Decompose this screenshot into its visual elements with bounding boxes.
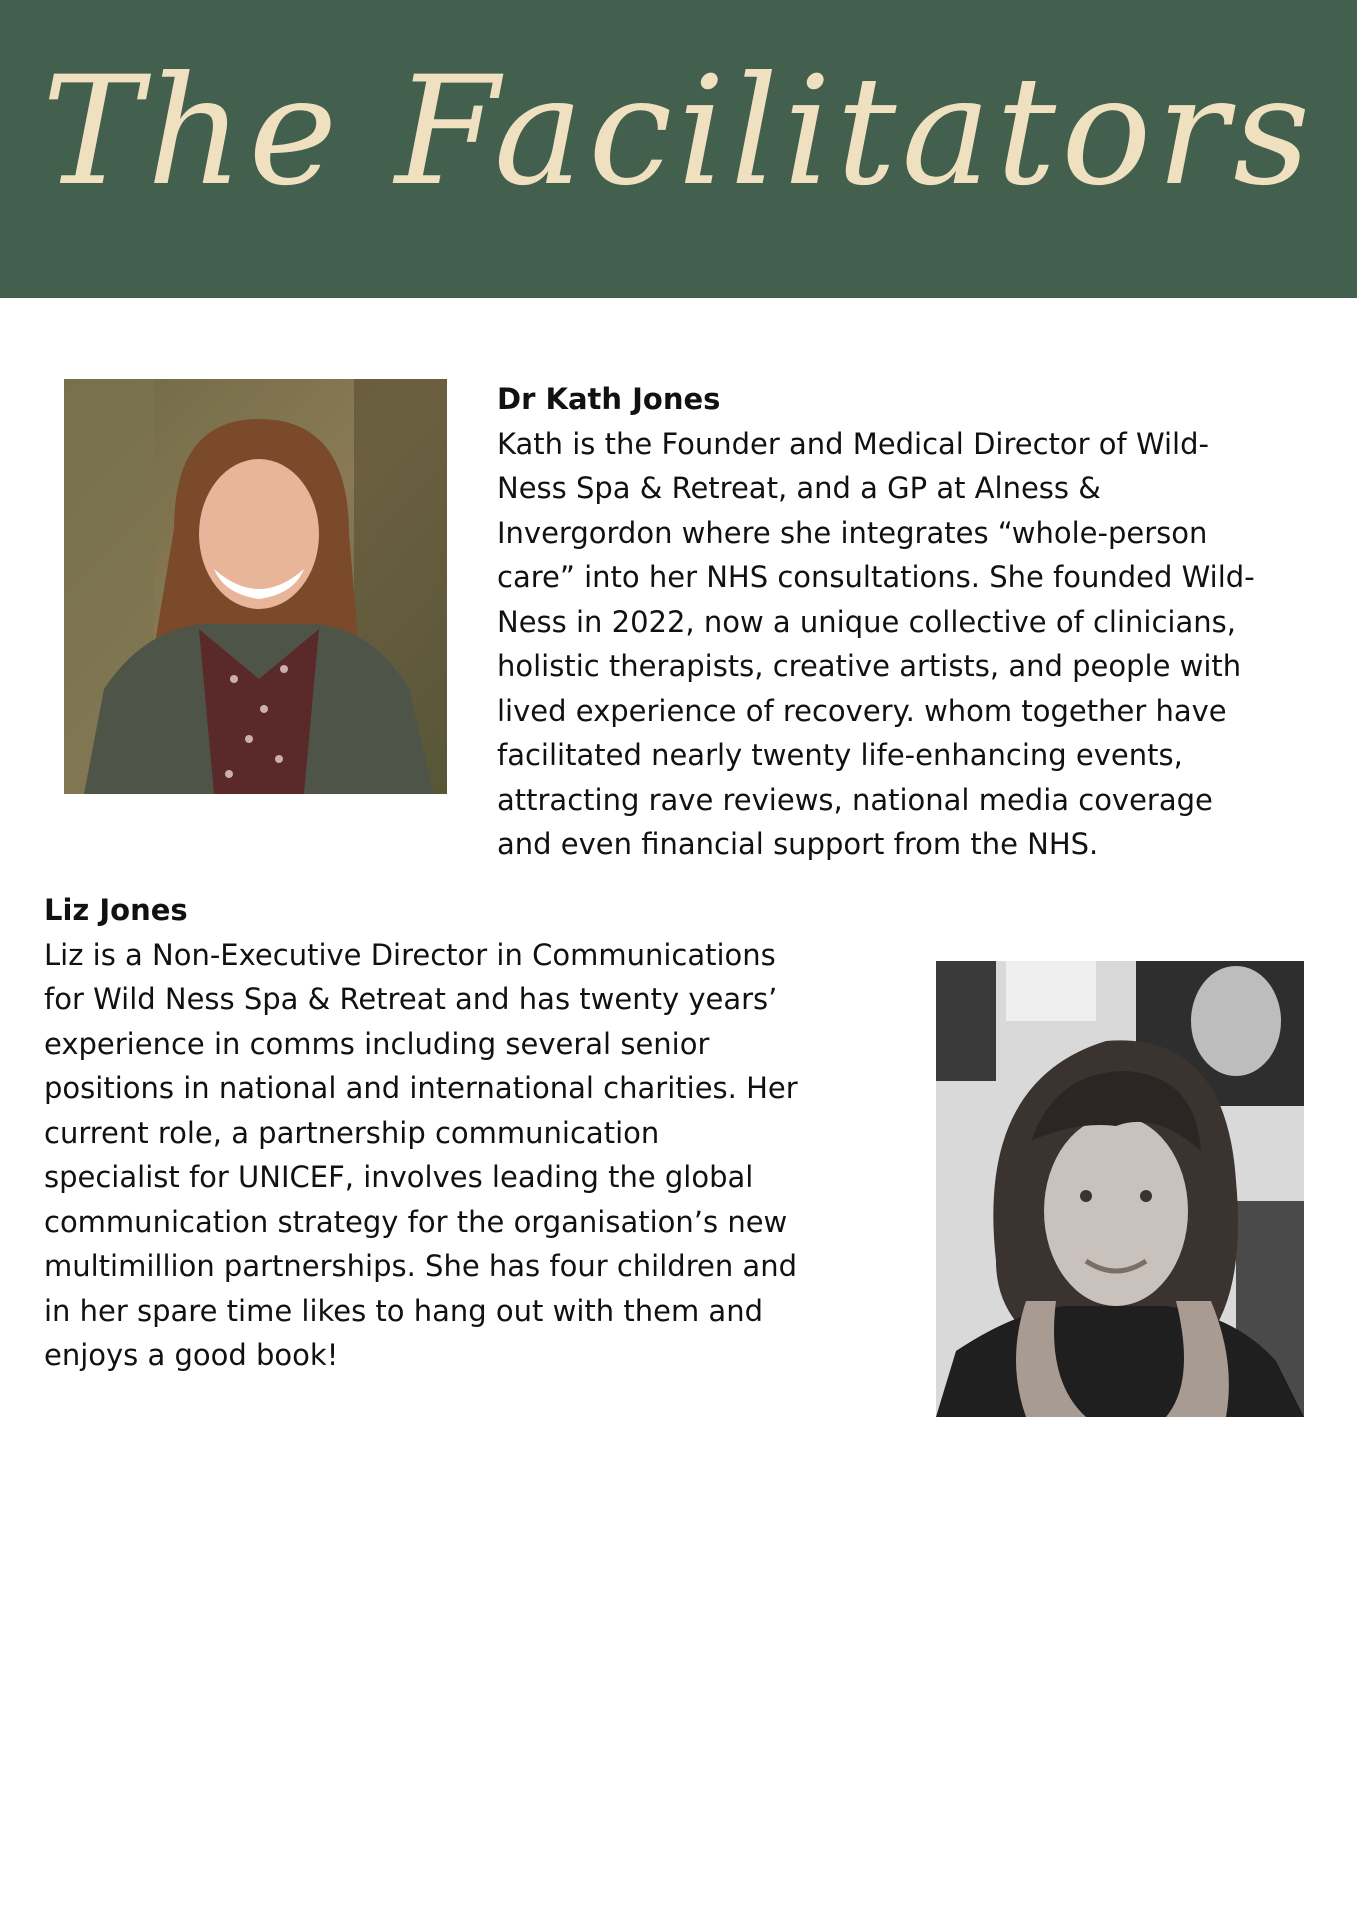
bio-line: and even financial support from the NHS.: [497, 827, 1099, 861]
bio-line: enjoys a good book!: [44, 1338, 339, 1372]
bio-line: facilitated nearly twenty life-enhancing events,: [497, 738, 1183, 772]
bio-line: multimillion partnerships. She has four children and: [44, 1249, 797, 1283]
bio-line: in her spare time likes to hang out with them and: [44, 1293, 763, 1328]
page-title: The Facilitators: [41, 45, 1316, 219]
bio-line: current role, a partnership communication: [44, 1115, 660, 1150]
bio-line: for Wild Ness Spa & Retreat and has twenty years’: [44, 982, 778, 1016]
bio-line: care” into her NHS consultations. She founded Wild-: [497, 560, 1255, 594]
header-banner: [0, 0, 1357, 298]
bio-line: Invergordon where she integrates “whole-person: [497, 515, 1208, 550]
facilitator-name: Liz Jones: [44, 893, 188, 927]
bio-line: Ness in 2022, now a unique collective of clinicians,: [497, 604, 1236, 639]
bio-line: specialist for UNICEF, involves leading the global: [44, 1160, 754, 1194]
liz-jones-photo: [936, 961, 1304, 1417]
kath-jones-bio: [497, 377, 1317, 867]
facilitator-bio: [44, 933, 864, 1378]
bio-line: positions in national and international charities. Her: [44, 1071, 798, 1105]
bio-line: holistic therapists, creative artists, and people with: [497, 649, 1242, 683]
bio-line: communication strategy for the organisation’s new: [44, 1204, 788, 1239]
bio-line: Ness Spa & Retreat, and a GP at Alness &: [497, 471, 1101, 505]
bio-line: experience in comms including several senior: [44, 1026, 710, 1061]
bio-line: attracting rave reviews, national media coverage: [497, 782, 1213, 817]
bio-line: Liz is a Non-Executive Director in Communications: [44, 937, 776, 972]
facilitator-bio: [497, 422, 1317, 867]
facilitator-name: Dr Kath Jones: [497, 382, 721, 416]
liz-jones-bio: [44, 888, 864, 1378]
bio-line: lived experience of recovery. whom together have: [497, 693, 1227, 728]
kath-jones-photo: [64, 379, 447, 794]
bio-line: Kath is the Founder and Medical Director of Wild-: [497, 426, 1209, 461]
